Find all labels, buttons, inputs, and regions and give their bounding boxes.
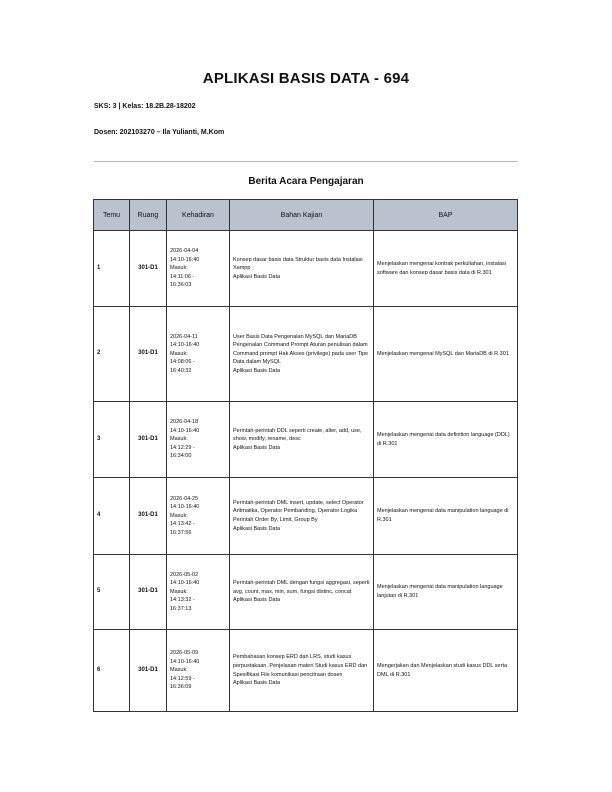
- cell-bap: Menjelaskan mengenai data manipulation language di R.301: [374, 478, 518, 555]
- document-title: APLIKASI BASIS DATA - 694: [202, 70, 410, 87]
- cell-bahan-kajian: Perintah-perintah DML dengan fungsi aggregasi, seperti avg, count, max, min, sum, fungsi distinc, concat Aplikasi Basis Data: [230, 555, 374, 630]
- header-kehadiran: Kehadiran: [167, 200, 230, 231]
- cell-temu: 1: [94, 231, 130, 307]
- cell-bahan-kajian: Konsep dasar basis data Struktur basis data Instalasi Xampp Aplikasi Basis Data: [230, 231, 374, 307]
- cell-ruang: 301-D1: [130, 478, 167, 555]
- cell-kehadiran: 2026-04-11 14:10-16:40 Masuk: 14:08:06 - 16:40:32: [167, 307, 230, 402]
- cell-temu: 4: [94, 478, 130, 555]
- lecturer-info: Dosen: 202103270 – Ila Yulianti, M.Kom: [94, 129, 225, 136]
- header-bap: BAP: [374, 200, 518, 231]
- table-row: [94, 231, 518, 307]
- course-info: SKS: 3 | Kelas: 18.2B.28-18202: [94, 103, 196, 110]
- cell-bahan-kajian: Perintah-perintah DML insert, update, select Operator Aritmatika, Operator Pembanding, Operator Logika Perintah Order By, Limit, Group By Aplikasi Basis Data: [230, 478, 374, 555]
- header-bahan-kajian: Bahan Kajian: [230, 200, 374, 231]
- header-ruang: Ruang: [130, 200, 167, 231]
- cell-ruang: 301-D1: [130, 630, 167, 712]
- cell-ruang: 301-D1: [130, 555, 167, 630]
- table-row: [94, 402, 518, 478]
- table-row: [94, 630, 518, 712]
- cell-bap: Menjelaskan mengenai data manipulation language lanjutan di R.301: [374, 555, 518, 630]
- cell-temu: 2: [94, 307, 130, 402]
- cell-kehadiran: 2026-04-04 14:10-16:40 Masuk: 14:11:06 - 16:36:03: [167, 231, 230, 307]
- cell-kehadiran: 2026-04-18 14:10-16:40 Masuk: 14:12:29 - 16:34:00: [167, 402, 230, 478]
- cell-kehadiran: 2026-04-25 14:10-16:40 Masuk: 14:13:42 - 16:37:56: [167, 478, 230, 555]
- cell-bap: Menjelaskan mengenai kontrak perkuliahan, instalasi software dan konsep dasar basis data di R.301: [374, 231, 518, 307]
- table-header-row: [94, 200, 518, 231]
- teaching-record-table: [93, 199, 518, 712]
- section-title: Berita Acara Pengajaran: [248, 176, 364, 187]
- divider: [94, 161, 518, 162]
- cell-bahan-kajian: Perintah-perintah DDL seperti create, alter, add, use, show, modify, rename, desc Aplikasi Basis Data: [230, 402, 374, 478]
- cell-ruang: 301-D1: [130, 231, 167, 307]
- cell-bap: Menjelaskan mengenai data definition language (DDL) di R.301: [374, 402, 518, 478]
- header-temu: Temu: [94, 200, 130, 231]
- cell-bahan-kajian: User Basis Data Pengenalan MySQL dan MariaDB Pengenalan Command Prompt Aturan penulisan dalam Command prompt Hak Akses (privilege) pada user Tipe Data dalam MySQL Aplikasi Basis Data: [230, 307, 374, 402]
- table-row: [94, 555, 518, 630]
- cell-ruang: 301-D1: [130, 402, 167, 478]
- cell-temu: 6: [94, 630, 130, 712]
- table-row: [94, 478, 518, 555]
- cell-kehadiran: 2026-05-02 14:10-16:40 Masuk: 14:13:32 - 16:37:13: [167, 555, 230, 630]
- cell-bap: Mengerjakan dan Menjelaskan studi kasus DDL serta DML di R.301: [374, 630, 518, 712]
- cell-bahan-kajian: Pembahasan konsep ERD dan LRS, studi kasus perpustakaan. Penjelasan materi Studi kasus ERD dan Spesifikasi File komunikasi pencitraan dosen Aplikasi Basis Data: [230, 630, 374, 712]
- cell-temu: 3: [94, 402, 130, 478]
- cell-bap: Menjelaskan mengenai MySQL dan MariaDB di R.301: [374, 307, 518, 402]
- cell-kehadiran: 2026-05-09 14:10-16:40 Masuk: 14:12:59 - 16:36:09: [167, 630, 230, 712]
- table-row: [94, 307, 518, 402]
- cell-temu: 5: [94, 555, 130, 630]
- cell-ruang: 301-D1: [130, 307, 167, 402]
